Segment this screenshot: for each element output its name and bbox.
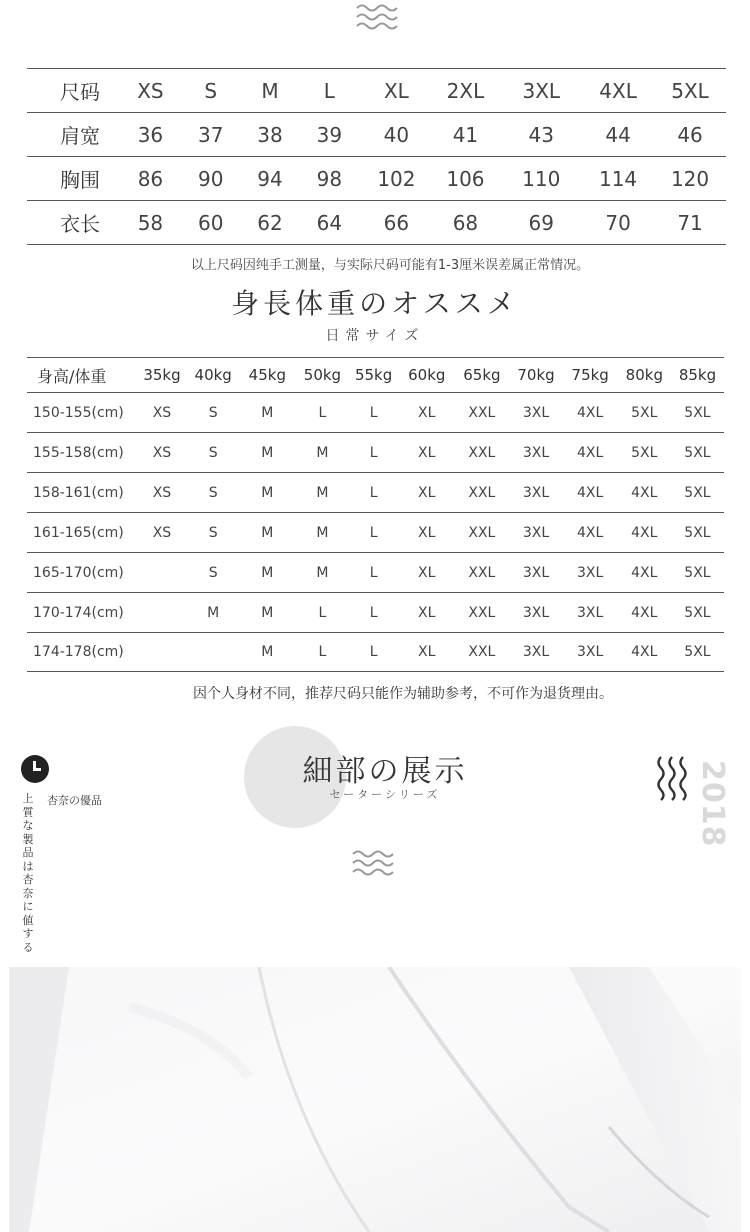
- size-cell: 5XL: [684, 484, 711, 501]
- table-cell: 110: [522, 166, 561, 191]
- weight-header-cell: 85kg: [678, 366, 717, 384]
- table-cell: 46: [677, 122, 703, 147]
- size-cell: XS: [152, 444, 172, 461]
- row-label: 胸围: [60, 168, 100, 192]
- table-cell: 98: [316, 166, 343, 191]
- squiggle-lines-icon: [655, 755, 691, 801]
- height-range-cell: 170-174(cm): [33, 604, 124, 621]
- size-cell: 3XL: [522, 604, 550, 621]
- table-cell: 58: [137, 210, 164, 235]
- table-cell: 40: [383, 122, 410, 147]
- size-cell: L: [318, 644, 327, 660]
- row-label: 尺码: [60, 80, 100, 104]
- table-cell: 41: [452, 122, 479, 147]
- size-cell: 3XL: [522, 484, 550, 501]
- size-cell: 3XL: [522, 404, 550, 421]
- size-cell: XS: [152, 484, 172, 501]
- height-weight-table: [27, 357, 724, 672]
- size-cell: XXL: [468, 484, 496, 501]
- size-cell: XL: [418, 524, 436, 541]
- table-cell: 68: [452, 210, 479, 235]
- size-cell: 4XL: [631, 604, 658, 621]
- size-cell: 4XL: [577, 444, 604, 461]
- table-row: [27, 553, 724, 593]
- table-cell: 120: [670, 166, 710, 191]
- table-cell: 71: [677, 210, 703, 235]
- disclaimer-note: 因个人身材不同，推荐尺码只能作为辅助参考，不可作为退货理由。: [193, 686, 613, 702]
- size-cell: L: [369, 524, 378, 541]
- table-row: [27, 633, 724, 672]
- table-cell: 5XL: [671, 78, 709, 103]
- table-row: [27, 593, 724, 633]
- table-cell: 69: [528, 210, 554, 235]
- table-cell: 66: [383, 210, 410, 235]
- size-cell: M: [261, 564, 274, 581]
- size-cell: M: [261, 484, 274, 501]
- size-cell: XL: [418, 404, 436, 421]
- weight-header-cell: 35kg: [143, 366, 181, 384]
- table-cell: M: [261, 78, 279, 103]
- table-cell: 106: [446, 166, 485, 191]
- table-row: [27, 393, 724, 433]
- size-cell: M: [316, 444, 329, 461]
- weight-header-cell: 65kg: [463, 366, 501, 384]
- table-cell: 38: [257, 122, 283, 147]
- size-cell: L: [369, 444, 378, 461]
- table-cell: 114: [598, 166, 638, 191]
- size-cell: XXL: [468, 404, 496, 421]
- recommend-subtitle: 日常サイズ: [325, 328, 425, 344]
- table-cell: 3XL: [522, 78, 561, 103]
- height-range-cell: 150-155(cm): [33, 404, 124, 421]
- table-cell: 44: [605, 122, 631, 147]
- size-cell: XL: [418, 484, 436, 501]
- size-cell: 5XL: [684, 444, 711, 461]
- size-cell: 5XL: [631, 444, 658, 461]
- size-cell: M: [261, 404, 274, 421]
- table-row: [27, 473, 724, 513]
- table-cell: S: [204, 78, 218, 103]
- size-cell: M: [316, 524, 329, 541]
- size-cell: M: [261, 524, 274, 541]
- size-cell: S: [208, 484, 218, 501]
- size-table-row: [27, 112, 726, 156]
- brand-name: 杏奈の優品: [47, 794, 102, 807]
- height-range-cell: 158-161(cm): [33, 484, 124, 501]
- table-cell: 86: [137, 166, 164, 191]
- table-row: [27, 433, 724, 473]
- size-cell: 3XL: [522, 524, 550, 541]
- size-cell: L: [318, 404, 327, 421]
- wave-lines-icon: [355, 2, 403, 36]
- size-table-row: [27, 68, 726, 112]
- size-cell: XXL: [468, 524, 496, 541]
- size-cell: 4XL: [577, 484, 604, 501]
- size-cell: L: [318, 604, 327, 621]
- size-cell: 4XL: [577, 524, 604, 541]
- row-label: 衣长: [60, 212, 100, 236]
- wave-lines-icon: [351, 848, 399, 882]
- table-cell: 2XL: [446, 78, 485, 103]
- fabric-detail-photo: [9, 967, 741, 1232]
- table-cell: 94: [257, 166, 283, 191]
- size-cell: S: [208, 564, 218, 581]
- recommend-title: 身長体重のオススメ: [231, 287, 519, 320]
- size-cell: 5XL: [684, 524, 711, 541]
- height-range-cell: 155-158(cm): [33, 444, 124, 461]
- size-cell: 5XL: [631, 404, 658, 421]
- table-cell: 37: [197, 122, 224, 147]
- table-header-row: [27, 357, 724, 393]
- weight-header-cell: 50kg: [303, 366, 342, 384]
- size-cell: XL: [418, 604, 436, 621]
- size-cell: 5XL: [684, 404, 711, 421]
- measurement-note: 以上尺码因纯手工测量，与实际尺码可能有1-3厘米误差属正常情况。: [190, 258, 590, 273]
- size-cell: M: [316, 484, 329, 501]
- size-cell: 4XL: [631, 564, 658, 581]
- year-label: 2018: [695, 760, 730, 848]
- table-cell: XL: [383, 78, 409, 103]
- row-label: 肩宽: [60, 124, 100, 148]
- weight-header-cell: 80kg: [625, 366, 663, 384]
- size-cell: L: [369, 644, 378, 660]
- height-range-cell: 174-178(cm): [33, 644, 124, 660]
- table-cell: 43: [528, 122, 554, 147]
- table-cell: 70: [605, 210, 631, 235]
- size-cell: 5XL: [684, 604, 711, 621]
- size-cell: M: [207, 604, 220, 621]
- size-cell: XS: [152, 524, 172, 541]
- size-cell: XXL: [468, 564, 496, 581]
- size-cell: XL: [418, 564, 436, 581]
- size-cell: L: [369, 604, 378, 621]
- size-cell: XL: [418, 444, 436, 461]
- table-row: [27, 513, 724, 553]
- weight-header-cell: 70kg: [517, 366, 555, 384]
- table-cell: 4XL: [599, 78, 637, 103]
- height-range-cell: 165-170(cm): [33, 564, 124, 581]
- vertical-slogan: 上質な製品は杏奈に値する: [22, 792, 34, 954]
- table-cell: 62: [257, 210, 283, 235]
- size-cell: S: [208, 444, 218, 461]
- weight-header-cell: 75kg: [571, 366, 609, 384]
- table-cell: 36: [137, 122, 164, 147]
- table-cell: XS: [137, 78, 164, 103]
- size-cell: M: [316, 564, 329, 581]
- table-cell: 102: [377, 166, 416, 191]
- size-cell: XXL: [468, 644, 496, 660]
- weight-header-cell: 60kg: [408, 366, 446, 384]
- table-cell: 64: [316, 210, 343, 235]
- table-cell: 60: [197, 210, 224, 235]
- size-cell: S: [208, 404, 218, 421]
- weight-header-cell: 45kg: [248, 366, 286, 384]
- size-cell: 5XL: [684, 564, 711, 581]
- clock-icon: [21, 755, 49, 783]
- size-cell: L: [369, 484, 378, 501]
- height-range-cell: 161-165(cm): [33, 524, 124, 541]
- table-cell: 90: [197, 166, 224, 191]
- size-cell: 3XL: [577, 564, 604, 581]
- table-cell: L: [323, 78, 335, 103]
- size-chart-table: [27, 68, 726, 245]
- size-table-row: [27, 200, 726, 245]
- size-cell: M: [261, 444, 274, 461]
- detail-subtitle: セーターシリーズ: [329, 788, 441, 801]
- size-cell: M: [261, 604, 274, 621]
- size-cell: M: [261, 644, 274, 660]
- size-cell: S: [208, 524, 218, 541]
- size-cell: XS: [152, 404, 172, 421]
- size-cell: 4XL: [631, 484, 658, 501]
- size-cell: XXL: [468, 444, 496, 461]
- weight-header-cell: 55kg: [354, 366, 393, 384]
- size-cell: 4XL: [631, 644, 658, 660]
- size-cell: 3XL: [577, 604, 604, 621]
- size-cell: 5XL: [684, 644, 711, 660]
- size-cell: L: [369, 564, 378, 581]
- size-cell: 4XL: [631, 524, 658, 541]
- size-cell: L: [369, 404, 378, 421]
- header-label: 身高/体重: [37, 366, 107, 386]
- size-cell: 4XL: [577, 404, 604, 421]
- size-cell: XL: [418, 644, 436, 660]
- table-cell: 39: [316, 122, 343, 147]
- size-cell: XXL: [468, 604, 496, 621]
- size-cell: 3XL: [522, 644, 550, 660]
- detail-title: 細部の展示: [302, 754, 468, 789]
- size-table-row: [27, 156, 726, 200]
- size-cell: 3XL: [577, 644, 604, 660]
- weight-header-cell: 40kg: [194, 366, 232, 384]
- size-cell: 3XL: [522, 444, 550, 461]
- size-cell: 3XL: [522, 564, 550, 581]
